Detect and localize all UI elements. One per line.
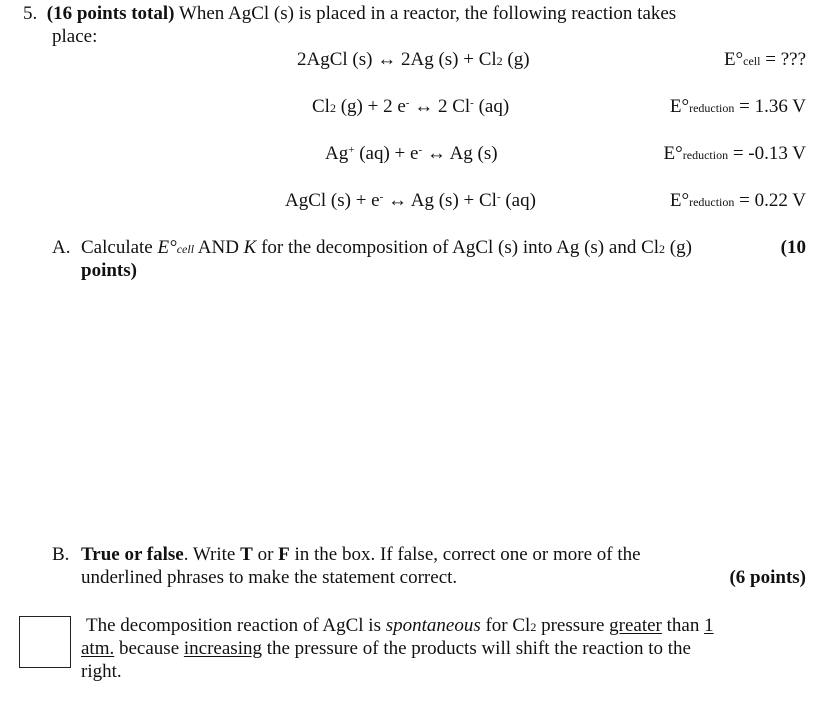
- reaction-1-potential: E°cell = ???: [723, 49, 806, 70]
- question-intro-line2: place:: [52, 26, 98, 47]
- reaction-2-equation: Cl2 (g) + 2 e- ↔ 2 Cl- (aq): [312, 96, 510, 117]
- reaction-3-potential: E°reduction = -0.13 V: [663, 143, 806, 164]
- reaction-4-equation: AgCl (s) + e- ↔ Ag (s) + Cl- (aq): [285, 190, 536, 211]
- part-b-instructions-line2: underlined phrases to make the statement correct.: [81, 567, 458, 588]
- part-a-prompt: Calculate E°cell AND K for the decomposition of AgCl (s) into Ag (s) and Cl2 (g): [81, 237, 692, 258]
- reaction-2-potential: E°reduction = 1.36 V: [669, 96, 806, 117]
- part-b-instructions: True or false. Write T or F in the box. If false, correct one or more of the: [81, 544, 641, 565]
- statement-line1: The decomposition reaction of AgCl is spontaneous for Cl2 pressure greater than 1: [86, 615, 714, 636]
- statement-line2: atm. because increasing the pressure of the products will shift the reaction to the: [81, 638, 691, 659]
- reaction-4-potential: E°reduction = 0.22 V: [669, 190, 806, 211]
- part-a-points-line2: points): [81, 260, 137, 281]
- reaction-3-equation: Ag+ (aq) + e- ↔ Ag (s): [325, 143, 498, 164]
- part-a-points: (10: [780, 237, 806, 258]
- reaction-1-equation: 2AgCl (s) ↔ 2Ag (s) + Cl2 (g): [297, 49, 530, 70]
- question-points: (16 points total): [46, 3, 175, 24]
- true-false-answer-box[interactable]: [19, 616, 71, 668]
- part-b-label: B.: [52, 544, 70, 565]
- statement-line3: right.: [81, 661, 122, 682]
- question-header: [23, 3, 676, 25]
- part-a-label: A.: [52, 237, 71, 258]
- question-number: 5.: [23, 3, 38, 24]
- part-b-points: (6 points): [729, 567, 806, 588]
- question-intro: When AgCl (s) is placed in a reactor, the following reaction takes: [178, 3, 677, 24]
